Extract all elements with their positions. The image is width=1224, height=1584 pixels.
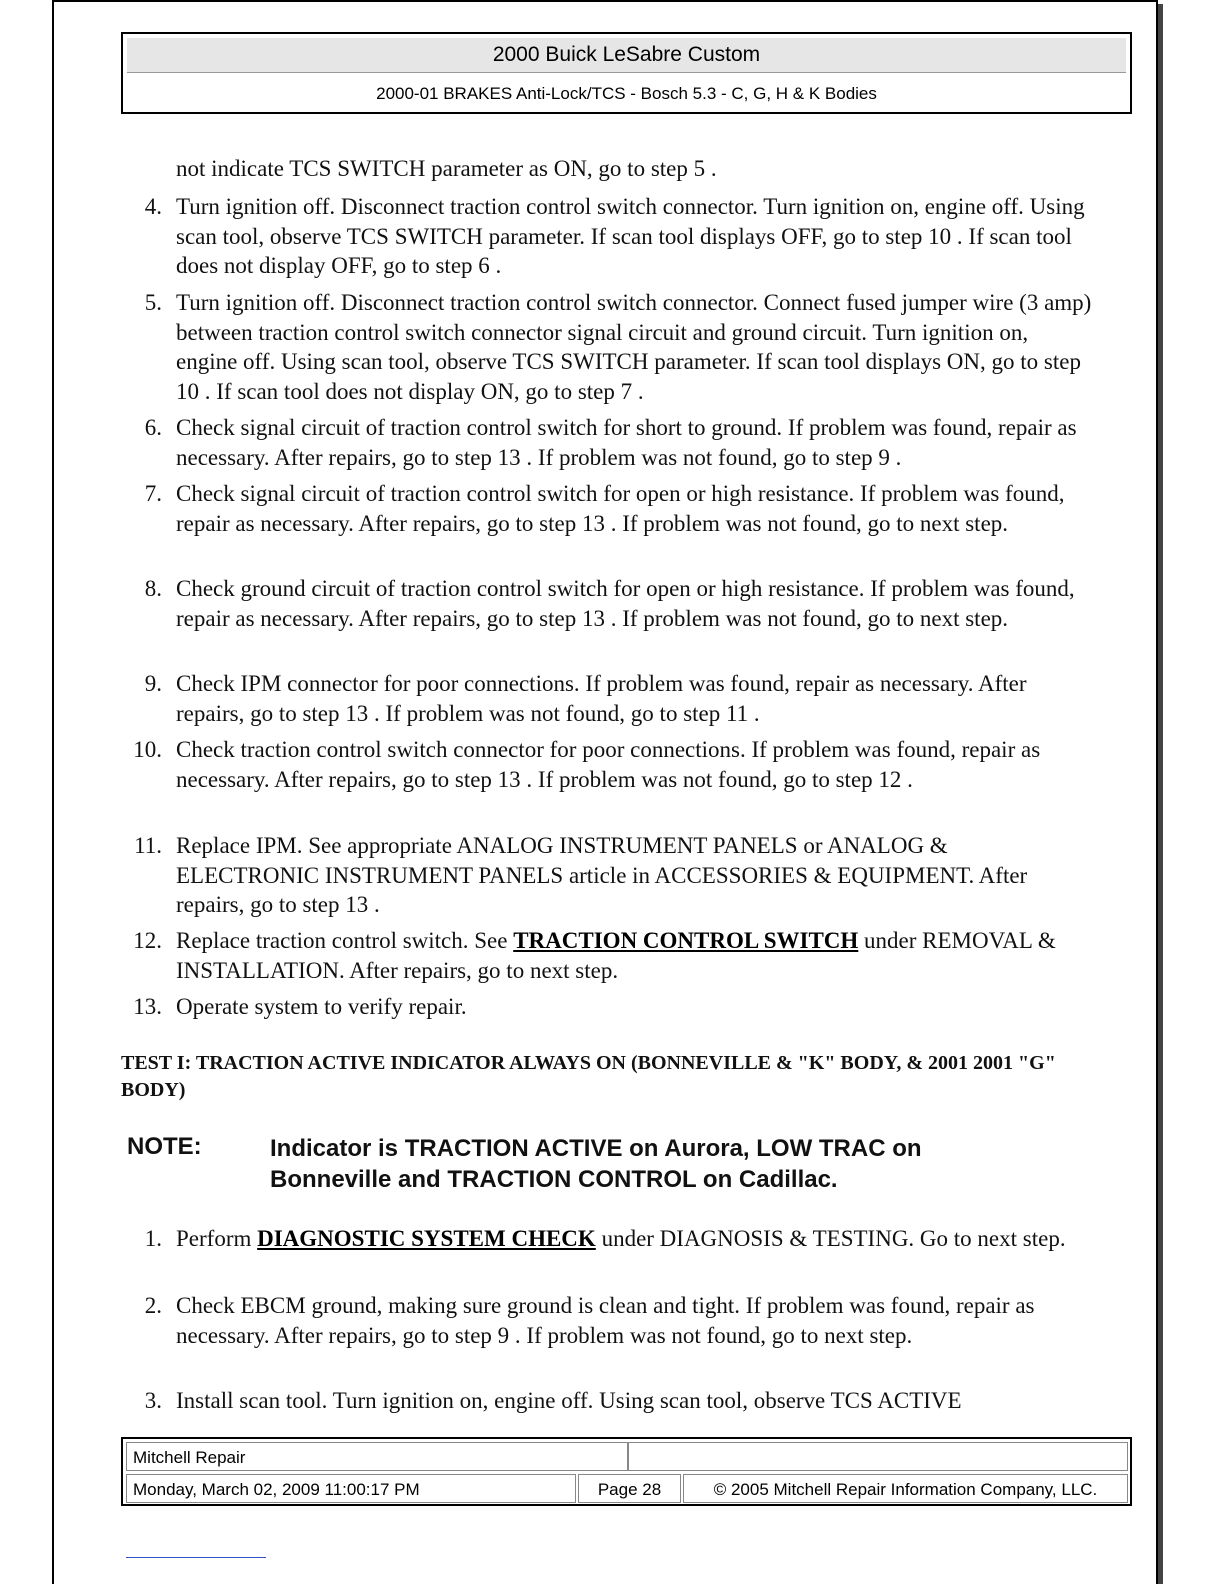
step-text xyxy=(176,926,1094,985)
step-text: Check signal circuit of traction control switch for open or high resistance. If problem was found, repair as necessary. After repairs, go to step 13 . If problem was not found, go to next step. xyxy=(176,481,1065,536)
step-text-pre: Replace traction control switch. See xyxy=(176,928,514,953)
step-number: 3. xyxy=(144,1388,162,1413)
diagnostic-system-check-link[interactable]: DIAGNOSTIC SYSTEM CHECK xyxy=(257,1226,596,1251)
step-number: 10. xyxy=(133,737,162,762)
step-text: Turn ignition off. Disconnect traction control switch connector. Connect fused jumper wire (3 amp) between traction control switch connector signal circuit and ground circuit. Turn ignition on, engine off. Using scan tool, observe TCS SWITCH parameter. If scan tool displays ON, go to step 10 . If scan tool does not display ON, go to step 7 . xyxy=(176,290,1092,404)
step-text-post: under DIAGNOSIS & TESTING. Go to next step. xyxy=(595,1226,1066,1251)
step-number: 11. xyxy=(134,833,162,858)
bottom-rule xyxy=(126,1557,266,1558)
vehicle-title: 2000 Buick LeSabre Custom xyxy=(127,38,1126,73)
step-number: 8. xyxy=(144,576,162,601)
document-footer xyxy=(121,1437,1132,1506)
test-heading: TEST I: TRACTION ACTIVE INDICATOR ALWAYS ON (BONNEVILLE & "K" BODY, & 2001 2001 "G" BODY) xyxy=(121,1052,1056,1101)
section-subtitle: 2000-01 BRAKES Anti-Lock/TCS - Bosch 5.3 - C, G, H & K Bodies xyxy=(376,84,877,103)
step-text: Check EBCM ground, making sure ground is clean and tight. If problem was found, repair as necessary. After repairs, go to step 9 . If problem was not found, go to next step. xyxy=(176,1293,1035,1348)
footer-date: Monday, March 02, 2009 11:00:17 PM xyxy=(126,1474,576,1503)
step-text: Check signal circuit of traction control switch for short to ground. If problem was found, repair as necessary. After repairs, go to step 13 . If problem was not found, go to step 9 . xyxy=(176,415,1077,470)
note-label: NOTE: xyxy=(127,1133,202,1160)
step-number: 4. xyxy=(144,194,162,219)
step-text: Check ground circuit of traction control switch for open or high resistance. If problem was found, repair as necessary. After repairs, go to step 13 . If problem was not found, go to next step. xyxy=(176,576,1075,631)
step-text: Operate system to verify repair. xyxy=(176,994,467,1019)
continuation-text: not indicate TCS SWITCH parameter as ON, go to step 5 . xyxy=(176,156,717,181)
step-text: Check traction control switch connector for poor connections. If problem was found, repair as necessary. After repairs, go to step 13 . If problem was not found, go to step 12 . xyxy=(176,737,1041,792)
footer-company: Mitchell Repair xyxy=(126,1442,628,1471)
step-number: 7. xyxy=(144,481,162,506)
footer-copyright: © 2005 Mitchell Repair Information Company, LLC. xyxy=(683,1474,1128,1503)
step-text xyxy=(176,1224,1094,1254)
step-number: 1. xyxy=(144,1226,162,1251)
step-text: Replace IPM. See appropriate ANALOG INSTRUMENT PANELS or ANALOG & ELECTRONIC INSTRUMENT PANELS article in ACCESSORIES & EQUIPMENT. After repairs, go to step 13 . xyxy=(176,833,1028,917)
document-header xyxy=(121,32,1132,114)
step-number: 2. xyxy=(144,1293,162,1318)
step-number: 12. xyxy=(133,928,162,953)
step-text-post: under REMOVAL & INSTALLATION. After repairs, go to next step. xyxy=(176,928,1056,983)
footer-page-number: Page 28 xyxy=(578,1474,681,1503)
step-text: Turn ignition off. Disconnect traction control switch connector. Turn ignition on, engine off. Using scan tool, observe TCS SWITCH parameter. If scan tool displays OFF, go to step 10 . If scan tool does not display OFF, go to step 6 . xyxy=(176,194,1085,278)
traction-control-switch-link[interactable]: TRACTION CONTROL SWITCH xyxy=(513,928,859,953)
step-text: Install scan tool. Turn ignition on, engine off. Using scan tool, observe TCS ACTIVE xyxy=(176,1388,962,1413)
note-text: Indicator is TRACTION ACTIVE on Aurora, LOW TRAC on Bonneville and TRACTION CONTROL on Cadillac. xyxy=(270,1135,922,1193)
page-shadow xyxy=(1158,4,1163,1584)
step-number: 5. xyxy=(144,290,162,315)
step-text: Check IPM connector for poor connections. If problem was found, repair as necessary. After repairs, go to step 13 . If problem was not found, go to step 11 . xyxy=(176,671,1027,726)
step-number: 6. xyxy=(144,415,162,440)
step-number: 13. xyxy=(133,994,162,1019)
footer-blank-cell xyxy=(628,1442,1128,1471)
step-text-pre: Perform xyxy=(176,1226,258,1251)
step-number: 9. xyxy=(144,671,162,696)
